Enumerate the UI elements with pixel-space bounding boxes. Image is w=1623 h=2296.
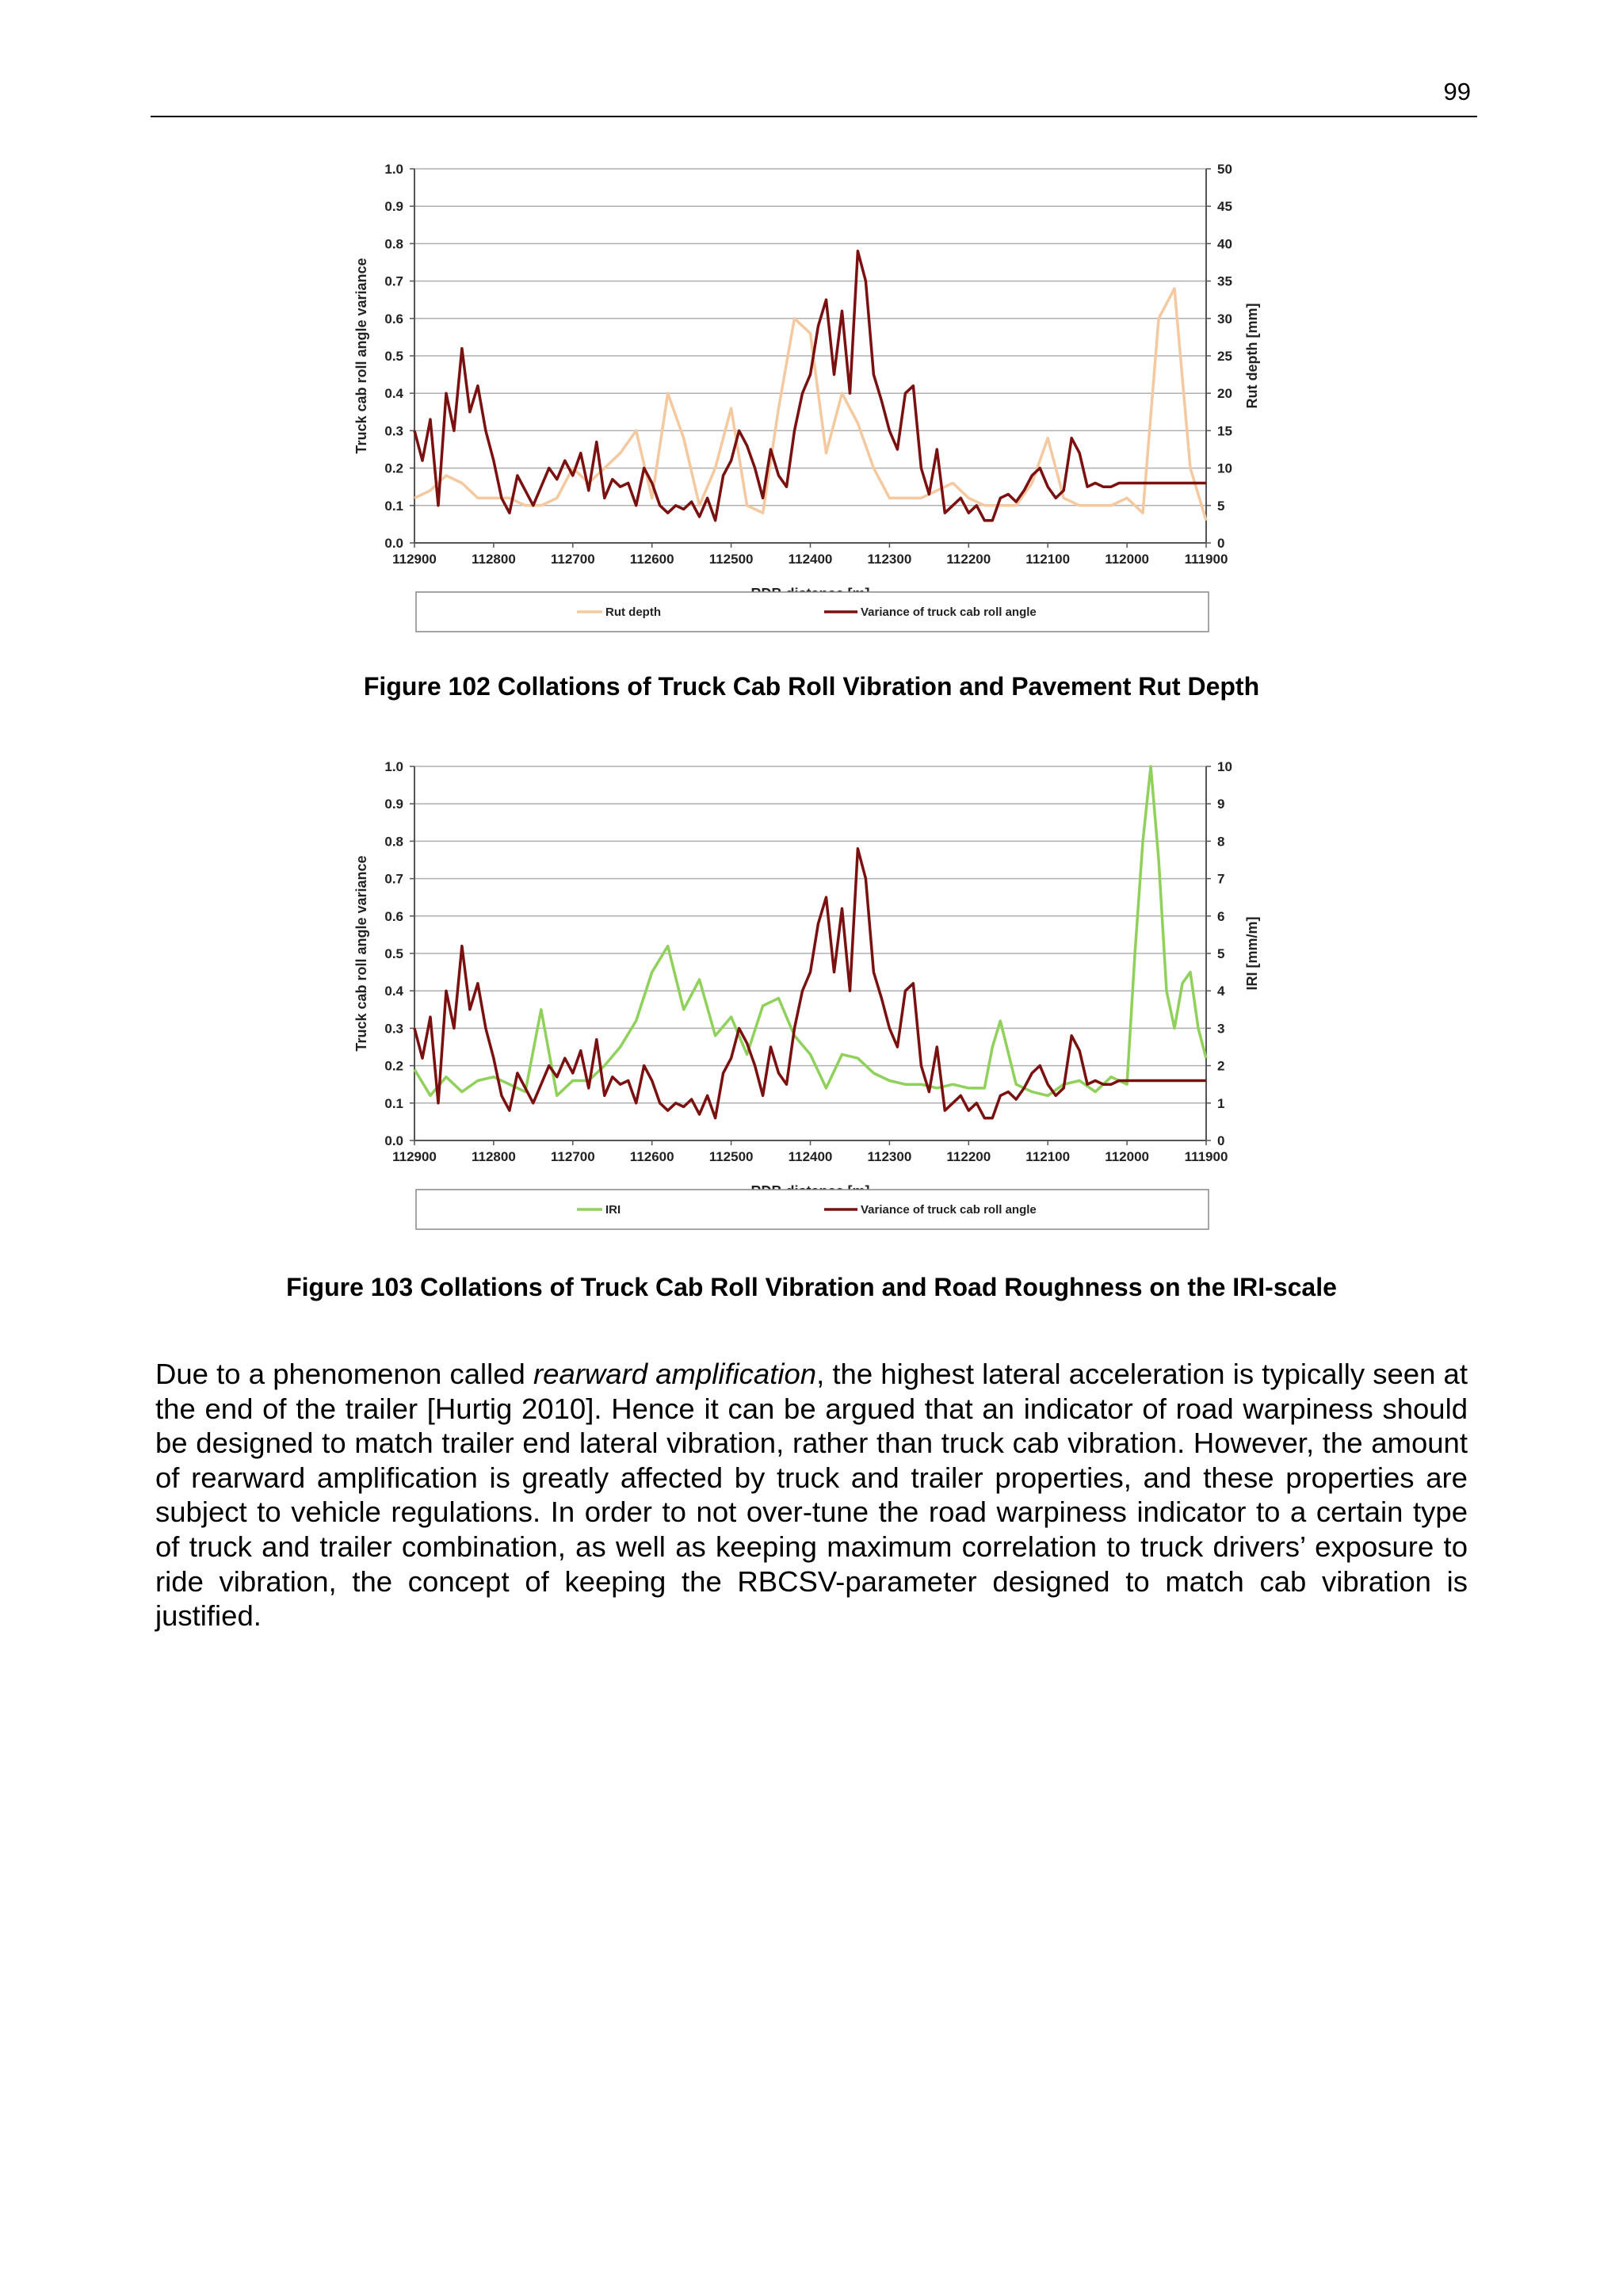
y-tick-label-right: 8 — [1217, 834, 1225, 850]
y-tick-label-left: 0.1 — [384, 1095, 403, 1111]
x-tick-label: 112800 — [472, 1149, 516, 1164]
y-tick-label-right: 25 — [1217, 349, 1232, 364]
rut-depth-chart — [341, 151, 1276, 658]
x-tick-label: 112300 — [867, 1149, 912, 1164]
y-tick-label-right: 0 — [1217, 1133, 1225, 1148]
y-tick-label-left: 0.9 — [384, 199, 403, 215]
x-tick-label: 112800 — [472, 552, 516, 567]
y-tick-label-left: 0.5 — [384, 349, 403, 364]
figure-103 — [341, 748, 1276, 1255]
y-tick-label-left: 0.8 — [384, 834, 403, 850]
y-tick-label-right: 3 — [1217, 1021, 1225, 1037]
body-text-start: Due to a phenomenon called — [155, 1358, 534, 1390]
x-tick-label: 112400 — [788, 1149, 833, 1164]
legend — [416, 592, 1209, 632]
y-tick-label-left: 0.7 — [384, 871, 403, 887]
x-tick-label: 111900 — [1184, 552, 1228, 567]
x-tick-label: 112600 — [629, 1149, 674, 1164]
y-tick-label-left: 0.6 — [384, 311, 403, 327]
series-line-variance — [414, 849, 1206, 1118]
legend-box — [416, 1190, 1209, 1229]
x-tick-label: 112700 — [550, 1149, 595, 1164]
y-tick-label-right: 4 — [1217, 984, 1225, 999]
y-tick-label-right: 20 — [1217, 386, 1232, 402]
y-tick-label-right: 15 — [1217, 423, 1232, 439]
y-tick-label-left: 1.0 — [384, 162, 403, 177]
body-text-end: , the highest lateral acceleration is typically seen at the end of the trailer [Hurtig 2010]. Hence it can be argued that an indicator of road warpiness should be designed to match trailer end lateral vibration, rather than truck cab vibration. However, the amount of rearward amplification is greatly affected by truck and trailer properties, and these properties are subject to vehicle regulations. In order to not over-tune the road warpiness indicator to a certain type of truck and trailer combination, as well as keeping maximum correlation to truck drivers’ exposure to ride vibration, the concept of keeping the RBCSV-parameter designed to match cab vibration is justified. — [155, 1358, 1468, 1633]
body-paragraph — [155, 1357, 1468, 1633]
y-tick-label-right: 5 — [1217, 946, 1225, 961]
y-tick-label-left: 0.3 — [384, 1021, 403, 1037]
y-tick-label-right: 6 — [1217, 908, 1225, 924]
legend-label-secondary: Rut depth — [605, 606, 661, 619]
y-axis-title-left: Truck cab roll angle variance — [353, 258, 369, 454]
y-tick-label-left: 0.1 — [384, 498, 403, 514]
y-tick-label-right: 1 — [1217, 1095, 1225, 1111]
y-tick-label-left: 0.0 — [384, 1133, 403, 1148]
y-axis-title-right: IRI [mm/m] — [1244, 916, 1260, 991]
legend-label-secondary: IRI — [605, 1203, 621, 1217]
x-tick-label: 112500 — [708, 552, 754, 567]
y-tick-label-right: 0 — [1217, 536, 1225, 551]
y-tick-label-left: 0.8 — [384, 236, 403, 252]
y-tick-label-left: 0.9 — [384, 797, 403, 812]
y-tick-label-left: 0.3 — [384, 423, 403, 439]
x-tick-label: 112900 — [392, 1149, 437, 1164]
legend — [416, 1190, 1209, 1229]
y-tick-label-left: 1.0 — [384, 759, 403, 774]
legend-label-variance: Variance of truck cab roll angle — [861, 1203, 1037, 1217]
y-tick-label-left: 0.5 — [384, 946, 403, 961]
x-tick-label: 111900 — [1184, 1149, 1228, 1164]
y-tick-label-left: 0.0 — [384, 536, 403, 551]
x-tick-label: 112700 — [550, 552, 595, 567]
series-line-iri — [414, 766, 1206, 1095]
x-tick-label: 112100 — [1025, 1149, 1071, 1164]
page-number: 99 — [1443, 78, 1471, 105]
y-tick-label-right: 9 — [1217, 797, 1225, 812]
y-tick-label-left: 0.7 — [384, 273, 403, 289]
y-tick-label-right: 35 — [1217, 273, 1232, 289]
body-text-italic: rearward amplification — [533, 1358, 817, 1390]
x-tick-label: 112600 — [629, 552, 674, 567]
x-tick-label: 112100 — [1025, 552, 1071, 567]
y-tick-label-right: 45 — [1217, 199, 1232, 215]
y-tick-label-left: 0.6 — [384, 908, 403, 924]
y-tick-label-left: 0.2 — [384, 460, 403, 476]
y-tick-label-left: 0.4 — [384, 386, 403, 402]
figure-102 — [341, 151, 1276, 658]
x-tick-label: 112200 — [946, 1149, 991, 1164]
y-tick-label-right: 10 — [1217, 460, 1232, 476]
figure-102-caption: Figure 102 Collations of Truck Cab Roll Vibration and Pavement Rut Depth — [363, 672, 1260, 701]
y-tick-label-right: 40 — [1217, 236, 1232, 252]
legend-label-variance: Variance of truck cab roll angle — [861, 606, 1037, 619]
y-tick-label-right: 30 — [1217, 311, 1232, 327]
y-axis-title-left: Truck cab roll angle variance — [353, 855, 369, 1052]
y-tick-label-right: 7 — [1217, 871, 1225, 887]
iri-chart — [341, 748, 1276, 1255]
x-tick-label: 112000 — [1105, 552, 1149, 567]
series-line-variance — [414, 251, 1206, 521]
figure-103-caption: Figure 103 Collations of Truck Cab Roll Vibration and Road Roughness on the IRI-scale — [286, 1273, 1337, 1301]
y-tick-label-right: 50 — [1217, 162, 1232, 177]
x-tick-label: 112500 — [708, 1149, 754, 1164]
y-tick-label-left: 0.4 — [384, 984, 403, 999]
y-tick-label-left: 0.2 — [384, 1058, 403, 1074]
legend-box — [416, 592, 1209, 632]
y-tick-label-right: 5 — [1217, 498, 1225, 514]
y-axis-title-right: Rut depth [mm] — [1244, 303, 1260, 409]
x-tick-label: 112200 — [946, 552, 991, 567]
x-tick-label: 112300 — [867, 552, 912, 567]
y-tick-label-right: 2 — [1217, 1058, 1225, 1074]
x-tick-label: 112000 — [1105, 1149, 1149, 1164]
x-tick-label: 112900 — [392, 552, 437, 567]
x-tick-label: 112400 — [788, 552, 833, 567]
header-rule — [151, 116, 1477, 117]
y-tick-label-right: 10 — [1217, 759, 1232, 774]
